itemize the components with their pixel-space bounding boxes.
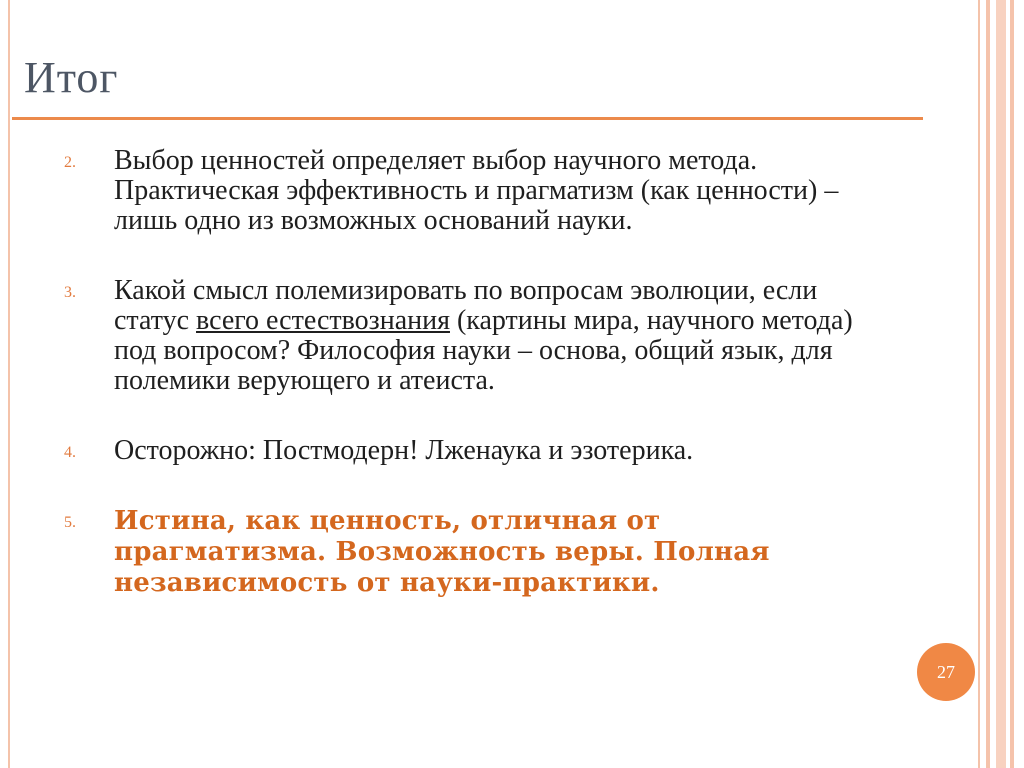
slide-title: Итог xyxy=(24,53,119,102)
page-number-badge: 27 xyxy=(917,643,975,701)
list-item xyxy=(64,436,864,466)
title-divider xyxy=(12,117,923,120)
list-item xyxy=(64,506,864,599)
item-number: 4. xyxy=(64,444,76,461)
item-text: Выбор ценностей определяет выбор научного метода. Практическая эффективность и прагматизм (как ценности) – лишь одно из возможных оснований науки. xyxy=(114,145,839,236)
item-text-part: (картины мира, научного метода) под вопросом? Философия науки – основа, общий язык, для полемики верующего и атеиста. xyxy=(114,305,853,396)
bullet-list xyxy=(64,146,864,599)
item-number: 2. xyxy=(64,154,76,171)
item-text-highlighted: Истина, как ценность, отличная от прагматизма. Возможность веры. Полная независимость от науки-практики. xyxy=(114,506,770,598)
item-text: Осторожно: Постмодерн! Лженаука и эзотерика. xyxy=(114,435,694,466)
item-number: 3. xyxy=(64,284,76,301)
item-text xyxy=(114,276,864,396)
list-item xyxy=(64,276,864,396)
decorative-stripes xyxy=(980,0,1024,768)
list-item xyxy=(64,146,864,236)
underlined-phrase: всего естествознания xyxy=(196,305,450,336)
item-text-part: Какой смысл полемизировать по вопросам эволюции, если статус xyxy=(114,275,818,336)
item-number: 5. xyxy=(64,514,76,531)
